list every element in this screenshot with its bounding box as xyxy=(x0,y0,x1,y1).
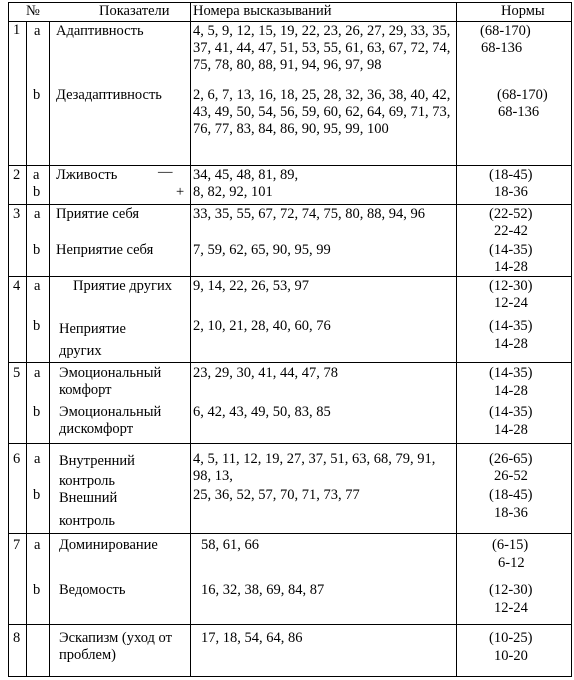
border-row3 xyxy=(8,276,572,277)
sub-letter: a xyxy=(34,365,41,381)
sub-letter: b xyxy=(33,242,41,258)
norm-value: 18-36 xyxy=(494,184,528,200)
sub-letter: a xyxy=(34,537,41,553)
item-numbers: 17, 18, 54, 64, 86 xyxy=(201,630,303,646)
norm-range: (6-15) xyxy=(492,537,529,553)
indicator-name: Внешний контроль xyxy=(59,490,118,529)
item-numbers: 4, 5, 11, 12, 19, 27, 37, 51, 63, 68, 79, 91, 98, 13, xyxy=(193,451,436,484)
header-num: № xyxy=(26,3,40,19)
sub-letter: a xyxy=(34,206,41,222)
norm-value: 14-28 xyxy=(494,383,528,399)
indicator-name: Дезадаптивность xyxy=(56,87,162,103)
border-header xyxy=(8,21,572,22)
norm-value: 10-20 xyxy=(494,648,528,664)
border-letter xyxy=(49,22,50,677)
row-number: 3 xyxy=(13,206,21,222)
item-numbers: 2, 6, 7, 13, 16, 18, 25, 28, 32, 36, 38, 40, 42, 43, 49, 50, 54, 56, 59, 60, 62, 64, 69, 71, 73, 76, 77, 83, 84, 86, 90, 95, 99, 100 xyxy=(193,87,451,137)
sub-letter: b xyxy=(33,487,41,503)
item-numbers: 34, 45, 48, 81, 89, xyxy=(193,167,299,183)
norm-value: 26-52 xyxy=(494,468,528,484)
indicator-name: Внутренний контроль xyxy=(59,453,135,489)
header-norms: Нормы xyxy=(501,3,545,19)
indicator-name: Приятие себя xyxy=(56,206,140,222)
norm-value: 6-12 xyxy=(498,555,525,571)
sub-letter: b xyxy=(33,404,41,420)
sub-letter: b xyxy=(33,582,41,598)
indicator-name: Эскапизм (уход от проблем) xyxy=(59,630,172,663)
norm-value: 14-28 xyxy=(494,422,528,438)
indicator-name: Ведомость xyxy=(59,582,126,598)
norm-value: 18-36 xyxy=(494,505,528,521)
norm-range: (12-30) xyxy=(489,278,533,294)
row-number: 5 xyxy=(13,365,21,381)
header-indicator: Показатели xyxy=(99,3,170,19)
border-left xyxy=(8,2,9,677)
sub-letter: a xyxy=(33,167,40,183)
indicator-name: Адаптивность xyxy=(56,23,144,39)
norm-value: 12-24 xyxy=(494,600,528,616)
norm-range: (18-45) xyxy=(489,167,533,183)
norm-value: 22-42 xyxy=(494,223,528,239)
row-number: 1 xyxy=(13,22,21,38)
item-numbers: 8, 82, 92, 101 xyxy=(193,184,273,200)
norm-range: (12-30) xyxy=(489,582,533,598)
norm-range: (14-35) xyxy=(489,365,533,381)
border-row4 xyxy=(8,362,572,363)
item-numbers: 58, 61, 66 xyxy=(201,537,259,553)
item-numbers: 4, 5, 9, 12, 15, 19, 22, 23, 26, 27, 29, 33, 35, 37, 41, 44, 47, 51, 53, 55, 61, 63, 67, 72, 74, 75, 78, 80, 88, 91, 94, 96, 97, 98 xyxy=(193,23,451,73)
item-numbers: 16, 32, 38, 69, 84, 87 xyxy=(201,582,325,598)
norm-range: (10-25) xyxy=(489,630,533,646)
header-items: Номера высказываний xyxy=(193,3,332,19)
norm-value: 14-28 xyxy=(494,259,528,275)
norm-value: 68-136 xyxy=(481,40,523,56)
sub-letter: b xyxy=(33,87,41,103)
norm-range: (14-35) xyxy=(489,404,533,420)
item-numbers: 33, 35, 55, 67, 72, 74, 75, 80, 88, 94, 96 xyxy=(193,206,425,222)
indicator-name: Неприятие себя xyxy=(56,242,154,258)
border-row1 xyxy=(8,165,572,166)
border-bottom xyxy=(8,676,572,677)
item-numbers: 25, 36, 52, 57, 70, 71, 73, 77 xyxy=(193,487,360,503)
row-number: 4 xyxy=(13,278,21,294)
indicator-name: Неприятие других xyxy=(59,321,126,359)
sub-letter: b xyxy=(33,318,41,334)
item-numbers: 9, 14, 22, 26, 53, 97 xyxy=(193,278,309,294)
indicator-name: Эмоциональный комфорт xyxy=(59,365,162,398)
norm-range: (22-52) xyxy=(489,206,533,222)
norm-range: (68-170) xyxy=(497,87,548,103)
row-number: 6 xyxy=(13,451,21,467)
row-number: 8 xyxy=(13,630,21,646)
norm-range: (14-35) xyxy=(489,242,533,258)
norm-value: 14-28 xyxy=(494,336,528,352)
item-numbers: 6, 42, 43, 49, 50, 83, 85 xyxy=(193,404,331,420)
sign-plus: + xyxy=(176,184,185,200)
border-items xyxy=(456,2,457,677)
item-numbers: 2, 10, 21, 28, 40, 60, 76 xyxy=(193,318,331,334)
norm-range: (18-45) xyxy=(489,487,533,503)
item-numbers: 7, 59, 62, 65, 90, 95, 99 xyxy=(193,242,331,258)
row-number: 7 xyxy=(13,537,21,553)
item-numbers: 23, 29, 30, 41, 44, 47, 78 xyxy=(193,365,338,381)
border-row6 xyxy=(8,533,572,534)
norm-range: (14-35) xyxy=(489,318,533,334)
border-row5 xyxy=(8,443,572,444)
sub-letter: a xyxy=(34,451,41,467)
indicator-name: Эмоциональный дискомфорт xyxy=(59,404,162,437)
indicator-name: Лживость xyxy=(56,167,118,183)
sub-letter: b xyxy=(33,184,41,200)
sub-letter: a xyxy=(34,278,41,294)
row-number: 2 xyxy=(13,167,21,183)
sign-minus: — xyxy=(158,164,173,180)
indicator-name: Доминирование xyxy=(59,537,158,553)
norm-value: 12-24 xyxy=(494,295,528,311)
sub-letter: a xyxy=(34,23,41,39)
border-row7 xyxy=(8,624,572,625)
border-row2 xyxy=(8,204,572,205)
norm-value: 68-136 xyxy=(498,104,540,120)
norm-range: (68-170) xyxy=(480,23,531,39)
border-indicator xyxy=(190,2,191,677)
border-num xyxy=(26,22,27,677)
norm-range: (26-65) xyxy=(489,451,533,467)
border-right xyxy=(571,2,572,677)
indicator-name: Приятие других xyxy=(73,278,172,294)
